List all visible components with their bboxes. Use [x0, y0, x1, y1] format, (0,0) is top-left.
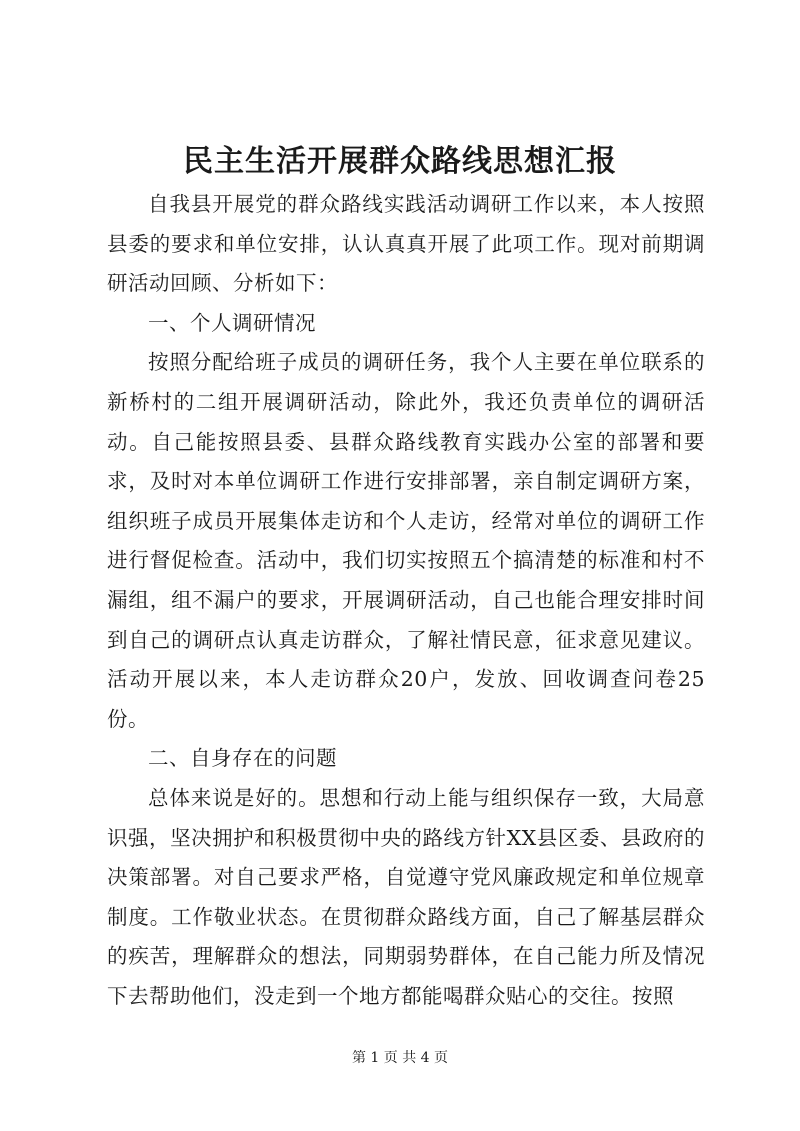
page-footer: 第 1 页 共 4 页 — [351, 1050, 449, 1066]
section-heading-1: 一、个人调研情况 — [148, 310, 316, 335]
section-heading-2: 二、自身存在的问题 — [148, 746, 337, 771]
section-1-paragraph: 按照分配给班子成员的调研任务，我个人主要在单位联系的新桥村的二组开展调研活动，除此外，我还负责单位的调研活动。自己能按照县委、县群众路线教育实践办公室的部署和要求，及时对本单位调研工作进行安排部署，亲自制定调研方案，组织班子成员开展集体走访和个人走访，经常对单位的调研工作进行督促检查。活动中，我们切实按照五个搞清楚的标准和村不漏组，组不漏户的要求，开展调研活动，自己也能合理安排时间到自己的调研点认真走访群众，了解社情民意，征求意见建议。活动开展以来，本人走访群众20户，发放、回收调查问卷25份。 — [107, 350, 705, 731]
section-2-paragraph: 总体来说是好的。思想和行动上能与组织保存一致，大局意识强，坚决拥护和积极贯彻中央的路线方针XX县区委、县政府的决策部署。对自己要求严格，自觉遵守党风廉政规定和单位规章制度。工作敬业状态。在贯彻群众路线方面，自己了解基层群众的疾苦，理解群众的想法，同期弱势群体，在自己能力所及情况下去帮助他们，没走到一个地方都能喝群众贴心的交往。按照 — [107, 785, 705, 1008]
document-body — [107, 185, 705, 1016]
intro-paragraph: 自我县开展党的群众路线实践活动调研工作以来，本人按照县委的要求和单位安排，认认真真开展了此项工作。现对前期调研活动回顾、分析如下： — [107, 192, 705, 296]
document-title: 民主生活开展群众路线思想汇报 — [183, 144, 617, 179]
